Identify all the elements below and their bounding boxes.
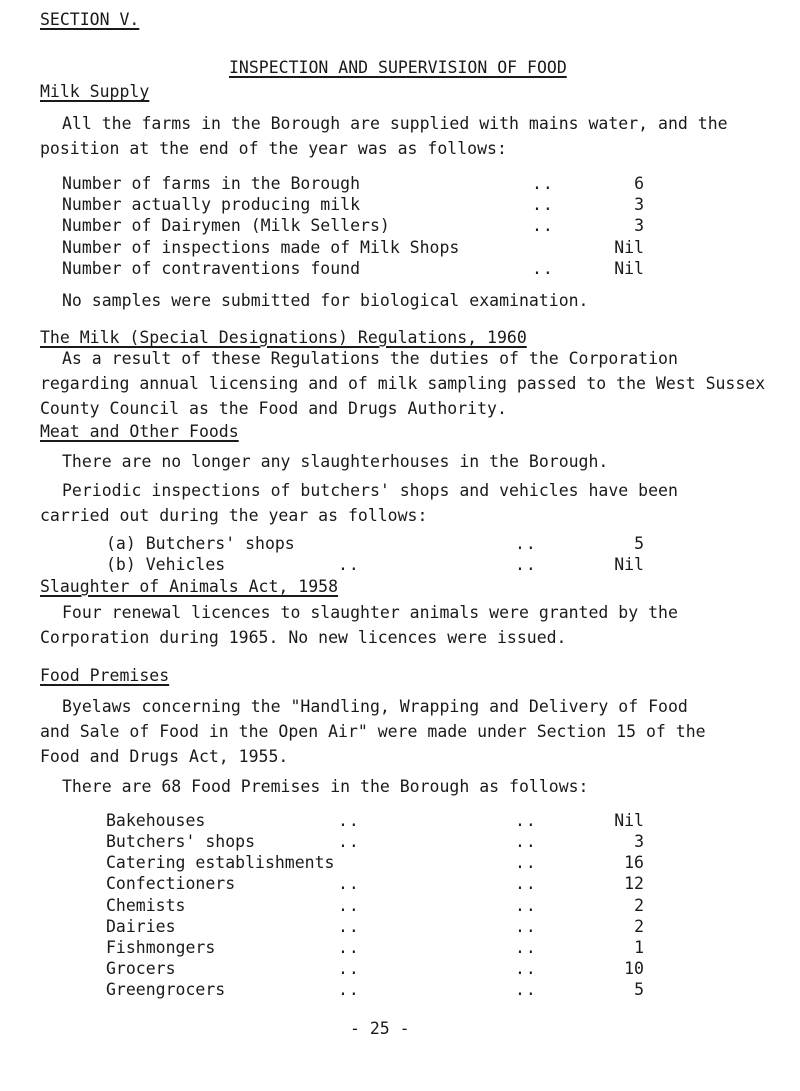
milk-row-value: 3: [634, 216, 644, 235]
slaughter-act-heading: Slaughter of Animals Act, 1958: [40, 577, 339, 596]
milk-regulations-line3: County Council as the Food and Drugs Authority.: [40, 399, 507, 418]
meat-row-value: 5: [634, 534, 644, 553]
milk-regulations-line2: regarding annual licensing and of milk sampling passed to the West Sussex: [40, 374, 766, 393]
milk-row-label: Number of contraventions found: [62, 259, 361, 278]
premises-row-dots: ..: [338, 874, 360, 893]
milk-supply-note: No samples were submitted for biological examination.: [62, 291, 589, 310]
premises-row-label: Dairies: [106, 917, 176, 936]
milk-supply-intro: [40, 111, 728, 161]
milk-row-label: Number actually producing milk: [62, 195, 361, 214]
meat-foods-para2-line1: Periodic inspections of butchers' shops and vehicles have been: [62, 481, 678, 500]
meat-row-value: Nil: [614, 555, 644, 574]
premises-row-value: 10: [624, 959, 644, 978]
milk-row-dots: ..: [532, 174, 554, 193]
premises-row-dots: ..: [515, 832, 537, 851]
premises-row-dots: ..: [338, 980, 360, 999]
meat-row-label: (a) Butchers' shops: [106, 534, 295, 553]
premises-row-dots: ..: [338, 811, 360, 830]
milk-row-value: Nil: [614, 259, 644, 278]
milk-row-label: Number of inspections made of Milk Shops: [62, 238, 460, 257]
premises-row-label: Greengrocers: [106, 980, 226, 999]
milk-supply-heading: Milk Supply: [40, 82, 150, 101]
premises-row-label: Catering establishments: [106, 853, 335, 872]
milk-row-value: 6: [634, 174, 644, 193]
page-title: INSPECTION AND SUPERVISION OF FOOD: [229, 58, 567, 77]
milk-regulations-text: [40, 346, 765, 421]
premises-row-label: Grocers: [106, 959, 176, 978]
meat-row-dots: ..: [515, 555, 537, 574]
food-premises-heading: Food Premises: [40, 666, 170, 685]
premises-row-value: 3: [634, 832, 644, 851]
meat-foods-para1: There are no longer any slaughterhouses in the Borough.: [62, 452, 609, 471]
premises-row-label: Butchers' shops: [106, 832, 256, 851]
premises-row-dots: ..: [515, 980, 537, 999]
milk-supply-intro-line1: All the farms in the Borough are supplied with mains water, and the: [62, 114, 728, 133]
page-number: - 25 -: [350, 1019, 410, 1038]
premises-row-label: Bakehouses: [106, 811, 206, 830]
premises-row-dots: ..: [515, 896, 537, 915]
premises-row-label: Confectioners: [106, 874, 236, 893]
premises-row-value: 2: [634, 896, 644, 915]
milk-supply-intro-line2: position at the end of the year was as follows:: [40, 139, 507, 158]
meat-foods-para2: [40, 478, 678, 528]
premises-row-label: Fishmongers: [106, 938, 216, 957]
premises-row-dots: ..: [515, 811, 537, 830]
premises-row-dots: ..: [515, 938, 537, 957]
milk-row-label: Number of Dairymen (Milk Sellers): [62, 216, 390, 235]
meat-row-label: (b) Vehicles: [106, 555, 226, 574]
slaughter-act-text: [40, 600, 678, 650]
premises-row-dots: ..: [338, 896, 360, 915]
section-label: SECTION V.: [40, 10, 140, 29]
premises-row-value: 5: [634, 980, 644, 999]
premises-row-dots: ..: [338, 917, 360, 936]
premises-row-label: Chemists: [106, 896, 186, 915]
food-premises-line3: Food and Drugs Act, 1955.: [40, 747, 289, 766]
milk-row-dots: ..: [532, 259, 554, 278]
milk-regulations-heading: The Milk (Special Designations) Regulations, 1960: [40, 328, 527, 347]
premises-row-value: 1: [634, 938, 644, 957]
premises-row-dots: ..: [515, 853, 537, 872]
premises-row-dots: ..: [515, 874, 537, 893]
slaughter-act-line1: Four renewal licences to slaughter animals were granted by the: [62, 603, 678, 622]
premises-row-value: 2: [634, 917, 644, 936]
meat-row-dots: ..: [515, 534, 537, 553]
premises-row-dots: ..: [338, 832, 360, 851]
premises-row-dots: ..: [338, 959, 360, 978]
premises-row-value: 16: [624, 853, 644, 872]
premises-row-dots: ..: [338, 938, 360, 957]
milk-regulations-line1: As a result of these Regulations the duties of the Corporation: [62, 349, 678, 368]
food-premises-text: [40, 694, 706, 769]
milk-row-value: 3: [634, 195, 644, 214]
milk-row-dots: ..: [532, 195, 554, 214]
premises-row-value: 12: [624, 874, 644, 893]
food-premises-summary: There are 68 Food Premises in the Borough as follows:: [62, 777, 589, 796]
milk-row-label: Number of farms in the Borough: [62, 174, 361, 193]
premises-row-value: Nil: [614, 811, 644, 830]
meat-foods-para2-line2: carried out during the year as follows:: [40, 506, 428, 525]
milk-row-dots: ..: [532, 216, 554, 235]
meat-row-dots: ..: [338, 555, 360, 574]
food-premises-line1: Byelaws concerning the "Handling, Wrapping and Delivery of Food: [62, 697, 688, 716]
slaughter-act-line2: Corporation during 1965. No new licences were issued.: [40, 628, 567, 647]
premises-row-dots: ..: [515, 917, 537, 936]
food-premises-line2: and Sale of Food in the Open Air" were made under Section 15 of the: [40, 722, 706, 741]
premises-row-dots: ..: [515, 959, 537, 978]
meat-foods-heading: Meat and Other Foods: [40, 422, 239, 441]
milk-row-value: Nil: [614, 238, 644, 257]
